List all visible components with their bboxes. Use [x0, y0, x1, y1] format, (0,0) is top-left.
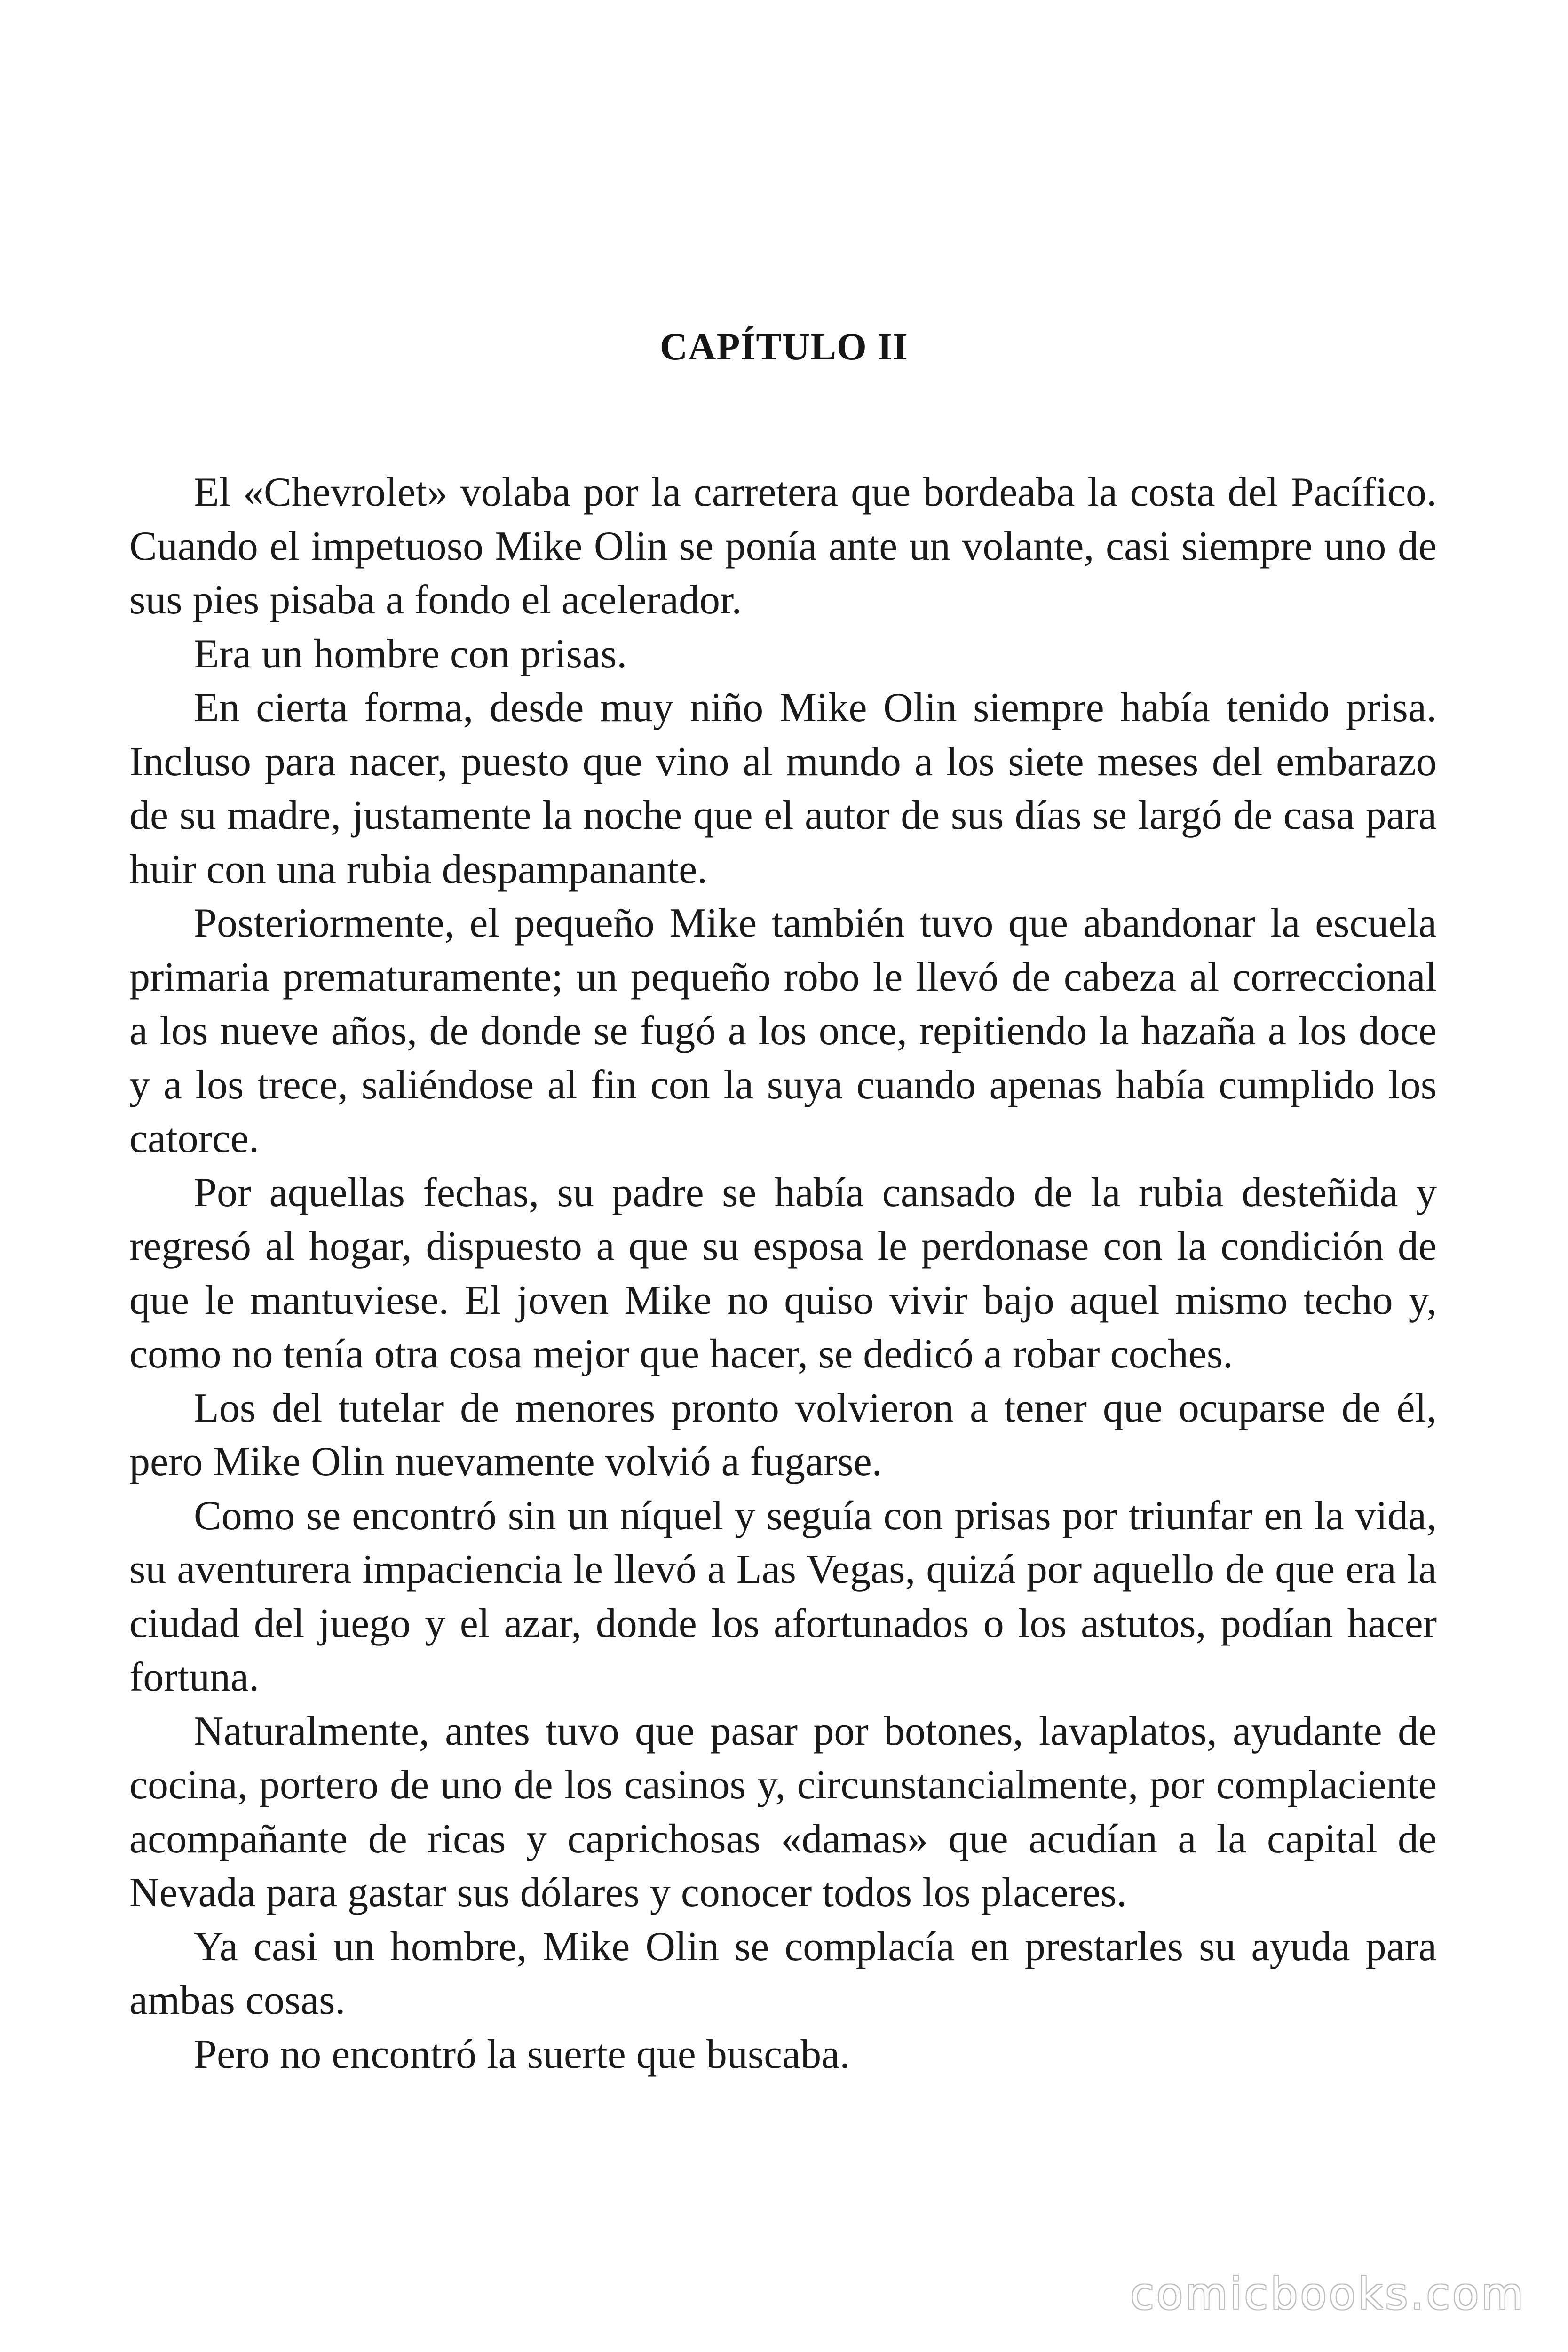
paragraph: Naturalmente, antes tuvo que pasar por botones, lavaplatos, ayudante de cocina, portero de uno de los casinos y, circunstancialmente, por complaciente acompañante de ricas y caprichosas «damas» que acudían a la capital de Nevada para gastar sus dólares y conocer todos los placeres.: [129, 1708, 1437, 1915]
chapter-title: CAPÍTULO II: [659, 325, 909, 368]
chapter-body: [129, 466, 1437, 2082]
paragraph: Pero no encontró la suerte que buscaba.: [194, 2031, 850, 2077]
paragraph: Los del tutelar de menores pronto volvieron a tener que ocuparse de él, pero Mike Olin nuevamente volvió a fugarse.: [129, 1385, 1437, 1485]
paragraph: Por aquellas fechas, su padre se había cansado de la rubia desteñida y regresó al hogar, dispuesto a que su esposa le perdonase con la condición de que le mantuviese. El joven Mike no quiso vivir bajo aquel mismo techo y, como no tenía otra cosa mejor que hacer, se dedicó a robar coches.: [129, 1169, 1437, 1377]
paragraph: Como se encontró sin un níquel y seguía con prisas por triunfar en la vida, su aventurera impaciencia le llevó a Las Vegas, quizá por aquello de que era la ciudad del juego y el azar, donde los afortunados o los astutos, podían hacer fortuna.: [129, 1493, 1437, 1700]
watermark: comicbooks.com: [1130, 2269, 1526, 2319]
paragraph: Ya casi un hombre, Mike Olin se complacía en prestarles su ayuda para ambas cosas.: [129, 1923, 1437, 2023]
paragraph: El «Chevrolet» volaba por la carretera que bordeaba la costa del Pacífico. Cuando el impetuoso Mike Olin se ponía ante un volante, casi siempre uno de sus pies pisaba a fondo el acelerador.: [129, 469, 1437, 623]
paragraph: Era un hombre con prisas.: [194, 631, 627, 677]
paragraph: En cierta forma, desde muy niño Mike Olin siempre había tenido prisa. Incluso para nacer, puesto que vino al mundo a los siete meses del embarazo de su madre, justamente la noche que el autor de sus días se largó de casa para huir con una rubia despampanante.: [129, 685, 1437, 892]
paragraph: Posteriormente, el pequeño Mike también tuvo que abandonar la escuela primaria prematuramente; un pequeño robo le llevó de cabeza al correccional a los nueve años, de donde se fugó a los once, repitiendo la hazaña a los doce y a los trece, saliéndose al fin con la suya cuando apenas había cumplido los catorce.: [129, 900, 1437, 1161]
